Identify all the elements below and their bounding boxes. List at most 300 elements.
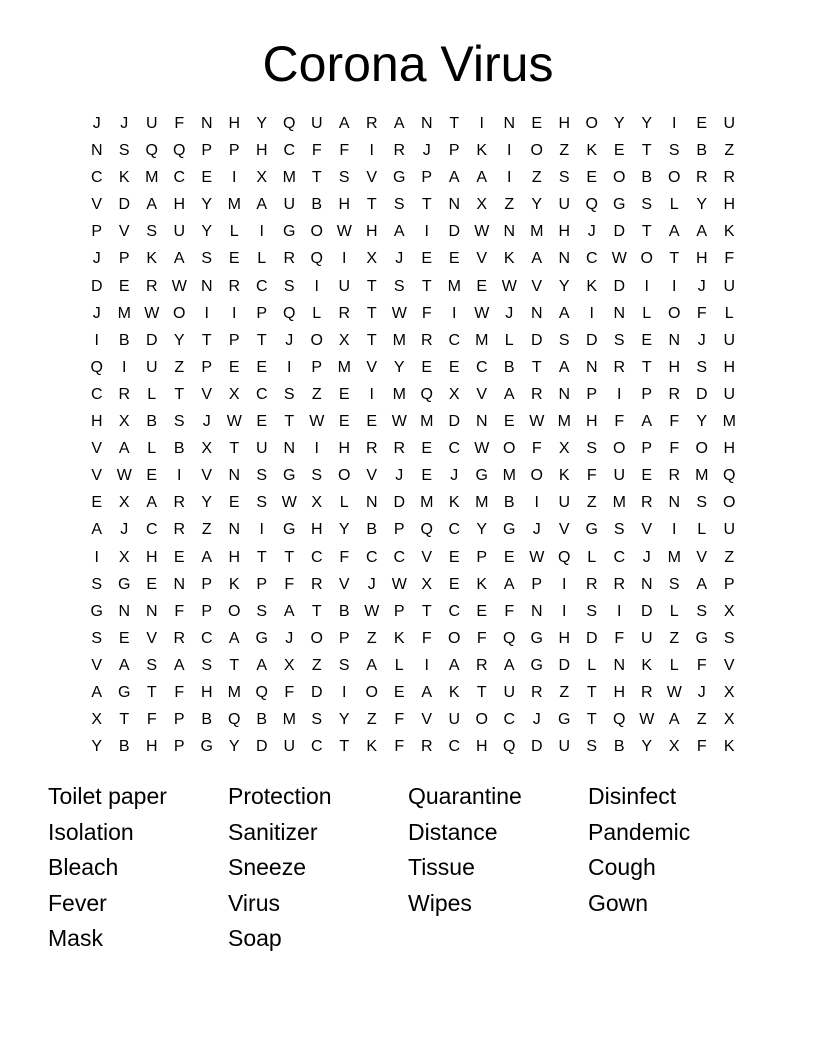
grid-letter: D [448,413,461,431]
grid-letter: F [669,413,680,431]
grid-letter: E [146,575,158,593]
grid-letter: H [255,142,268,160]
grid-letter: L [147,440,157,458]
grid-letter: C [283,142,296,160]
grid-letter: E [91,494,103,512]
grid-letter: U [448,711,461,729]
grid-letter: N [420,115,433,132]
grid-letter: E [641,467,653,485]
grid-letter: Y [531,196,543,214]
grid-letter: J [532,711,541,729]
grid-letter: W [611,250,627,268]
grid-letter: A [228,629,240,647]
grid-letter: U [503,683,516,701]
grid-letter: C [448,738,461,756]
grid-letter: U [613,467,626,485]
grid-letter: V [91,467,103,485]
grid-letter: N [558,385,571,403]
grid-letter: E [421,467,433,485]
grid-row [83,248,743,275]
grid-letter: N [503,115,516,132]
grid-letter: Q [310,250,323,268]
grid-letter: G [695,629,708,647]
grid-letter: R [640,683,653,701]
grid-letter: A [668,711,680,729]
grid-letter: K [448,494,460,512]
grid-letter: P [201,602,213,620]
grid-letter: R [173,494,186,512]
grid-letter: B [503,494,515,512]
grid-row [83,303,743,330]
grid-letter: S [613,521,625,539]
grid-letter: Y [613,115,625,132]
grid-row [83,167,743,194]
grid-letter: W [501,277,517,295]
grid-letter: I [424,656,429,674]
grid-letter: Y [228,738,240,756]
grid-letter: T [476,683,487,701]
grid-letter: Z [201,521,212,539]
word-list-item: Disinfect [588,783,677,809]
word-list-row [48,780,788,816]
word-list-item: Pandemic [588,818,691,845]
grid-letter: Z [696,711,707,729]
grid-letter: X [118,413,130,431]
grid-letter: O [475,711,488,729]
grid-letter: H [668,358,681,376]
grid-letter: Y [91,738,103,756]
grid-letter: K [503,250,515,268]
grid-letter: P [256,304,268,322]
grid-letter: F [696,738,707,756]
grid-letter: B [696,142,708,160]
grid-letter: L [504,331,514,349]
grid-letter: A [256,656,268,674]
grid-letter: B [366,521,378,539]
grid-letter: T [531,358,542,376]
grid-letter: R [228,277,241,295]
grid-letter: V [421,548,433,566]
grid-row [83,438,743,465]
grid-letter: V [531,277,543,295]
grid-letter: E [531,115,543,132]
grid-letter: L [147,385,157,403]
grid-letter: P [201,358,213,376]
grid-letter: T [229,440,240,458]
grid-letter: Q [585,196,598,214]
grid-letter: E [586,169,598,187]
grid-letter: B [173,440,185,458]
grid-letter: C [200,629,213,647]
grid-letter: N [475,413,488,431]
grid-letter: R [723,169,736,187]
grid-letter: M [227,683,241,701]
grid-letter: Z [586,494,597,512]
grid-letter: H [695,250,708,268]
grid-letter: G [613,196,626,214]
grid-letter: N [613,656,626,674]
word-list-item: Toilet paper [48,783,167,809]
grid-letter: I [259,223,264,241]
grid-letter: L [669,656,679,674]
grid-letter: O [668,169,681,187]
grid-letter: B [256,711,268,729]
grid-letter: W [391,304,407,322]
grid-letter: H [338,440,351,458]
grid-letter: S [283,385,295,403]
grid-letter: P [201,575,213,593]
grid-letter: O [723,494,736,512]
grid-letter: O [530,467,543,485]
grid-letter: Y [393,358,405,376]
grid-letter: J [367,575,376,593]
grid-row [83,628,743,655]
grid-letter: N [530,602,543,620]
grid-letter: C [585,250,598,268]
grid-letter: F [421,304,432,322]
grid-letter: E [503,548,515,566]
grid-letter: R [640,494,653,512]
grid-letter: Q [145,142,158,160]
grid-letter: E [503,413,515,431]
grid-letter: U [145,358,158,376]
grid-letter: A [503,575,515,593]
grid-letter: S [558,169,570,187]
grid-letter: G [200,738,213,756]
grid-letter: T [201,331,212,349]
grid-letter: E [338,385,350,403]
grid-letter: T [174,385,185,403]
grid-letter: T [311,602,322,620]
word-list-row [48,851,788,887]
grid-letter: P [393,602,405,620]
grid-letter: G [90,602,103,620]
grid-row [83,492,743,519]
grid-letter: U [558,494,571,512]
grid-letter: Z [669,629,680,647]
grid-letter: J [395,250,404,268]
grid-row [83,330,743,357]
grid-letter: C [475,358,488,376]
grid-letter: U [640,629,653,647]
grid-letter: X [338,331,350,349]
grid-letter: V [723,656,735,674]
grid-letter: V [476,250,488,268]
grid-letter: B [613,738,625,756]
grid-letter: Y [201,223,213,241]
grid-letter: A [146,494,158,512]
grid-letter: K [723,223,735,241]
grid-letter: N [503,223,516,241]
grid-letter: O [613,169,626,187]
grid-letter: Z [366,711,377,729]
grid-letter: A [448,169,460,187]
grid-letter: M [420,413,434,431]
grid-letter: O [448,629,461,647]
grid-letter: V [476,385,488,403]
grid-letter: H [228,548,241,566]
word-list-row [48,887,788,923]
grid-letter: E [421,250,433,268]
grid-letter: Y [338,521,350,539]
grid-letter: T [366,331,377,349]
grid-row [83,384,743,411]
grid-letter: Q [503,629,516,647]
grid-letter: T [311,169,322,187]
grid-letter: C [173,169,186,187]
grid-letter: F [504,602,515,620]
grid-letter: L [697,521,707,539]
grid-letter: E [228,358,240,376]
grid-letter: J [697,277,706,295]
grid-letter: B [503,358,515,376]
grid-letter: X [366,250,378,268]
grid-letter: Z [531,169,542,187]
grid-letter: G [283,223,296,241]
grid-letter: E [228,494,240,512]
grid-letter: D [695,385,708,403]
grid-letter: G [283,521,296,539]
grid-letter: S [146,223,158,241]
grid-letter: R [365,440,378,458]
grid-letter: P [228,142,240,160]
grid-letter: H [585,413,598,431]
grid-row [83,601,743,628]
grid-letter: V [118,223,130,241]
grid-letter: O [173,304,186,322]
grid-letter: A [283,602,295,620]
grid-letter: G [558,711,571,729]
grid-letter: L [229,223,239,241]
grid-letter: E [118,277,130,295]
grid-letter: C [310,738,323,756]
grid-letter: Q [283,304,296,322]
grid-letter: S [338,169,350,187]
grid-letter: L [587,548,597,566]
grid-letter: I [672,277,677,295]
grid-letter: H [723,440,736,458]
grid-letter: H [558,629,571,647]
grid-letter: H [338,196,351,214]
grid-letter: R [420,738,433,756]
grid-letter: S [256,602,268,620]
grid-letter: K [146,250,158,268]
grid-letter: I [369,385,374,403]
grid-letter: N [365,494,378,512]
grid-letter: S [723,629,735,647]
grid-letter: C [310,548,323,566]
grid-row [83,113,743,140]
grid-row [83,276,743,303]
grid-letter: Q [283,115,296,132]
grid-letter: R [530,683,543,701]
grid-letter: E [448,575,460,593]
grid-letter: S [393,196,405,214]
grid-letter: Q [420,385,433,403]
grid-letter: M [392,385,406,403]
grid-letter: R [695,169,708,187]
grid-letter: S [311,711,323,729]
grid-letter: L [339,494,349,512]
grid-letter: T [366,277,377,295]
grid-letter: S [668,575,680,593]
grid-letter: S [146,656,158,674]
grid-letter: A [531,250,543,268]
grid-letter: F [586,467,597,485]
word-list-item: Fever [48,889,107,916]
grid-letter: D [558,656,571,674]
grid-letter: C [448,440,461,458]
grid-letter: J [92,115,101,132]
grid-letter: U [283,196,296,214]
grid-letter: W [281,494,297,512]
grid-letter: I [424,223,429,241]
grid-letter: Y [641,738,653,756]
grid-letter: W [144,304,160,322]
grid-letter: A [421,683,433,701]
grid-letter: L [257,250,267,268]
grid-letter: G [530,629,543,647]
grid-letter: F [174,602,185,620]
grid-letter: P [173,738,185,756]
grid-letter: R [420,331,433,349]
grid-letter: M [475,494,489,512]
grid-letter: L [669,196,679,214]
grid-letter: J [120,521,129,539]
grid-letter: I [562,602,567,620]
grid-letter: F [724,250,735,268]
word-list-item: Sneeze [228,854,307,881]
grid-letter: D [310,683,323,701]
grid-letter: T [586,711,597,729]
grid-letter: M [612,494,626,512]
grid-letter: E [338,413,350,431]
grid-letter: A [338,115,350,132]
grid-letter: U [173,223,186,241]
grid-letter: V [421,711,433,729]
grid-letter: G [393,169,406,187]
grid-letter: Z [504,196,515,214]
grid-letter: A [393,115,405,132]
grid-letter: B [641,169,653,187]
grid-letter: D [90,277,103,295]
grid-letter: Z [174,358,185,376]
grid-letter: I [479,115,484,132]
grid-letter: X [201,440,213,458]
grid-letter: Y [173,331,185,349]
grid-letter: X [558,440,570,458]
grid-letter: D [613,223,626,241]
grid-letter: D [118,196,131,214]
grid-letter: J [697,683,706,701]
grid-letter: S [696,602,708,620]
grid-letter: P [118,250,130,268]
grid-letter: J [202,413,211,431]
grid-letter: S [283,277,295,295]
grid-letter: R [173,629,186,647]
word-list-item: Tissue [408,854,475,881]
grid-letter: T [421,602,432,620]
grid-letter: R [585,575,598,593]
grid-letter: H [558,223,571,241]
grid-letter: Y [256,115,268,132]
grid-letter: I [617,385,622,403]
grid-letter: A [696,575,708,593]
word-list-item: Quarantine [408,783,522,809]
grid-letter: V [641,521,653,539]
grid-letter: S [668,142,680,160]
grid-letter: Q [613,711,626,729]
word-list-item: Sanitizer [228,818,318,845]
grid-letter: W [639,711,655,729]
grid-letter: B [118,331,130,349]
grid-letter: A [91,521,103,539]
grid-letter: H [90,413,103,431]
grid-letter: T [641,223,652,241]
grid-letter: E [421,440,433,458]
word-list-item: Distance [408,818,498,845]
grid-letter: A [173,250,185,268]
grid-letter: K [586,277,598,295]
grid-letter: I [369,142,374,160]
grid-letter: R [613,575,626,593]
grid-letter: D [530,331,543,349]
word-list-item: Virus [228,889,280,916]
word-list-row [48,816,788,852]
grid-letter: A [118,656,130,674]
grid-letter: E [476,602,488,620]
grid-letter: D [255,738,268,756]
grid-letter: F [146,711,157,729]
grid-letter: A [173,656,185,674]
grid-letter: J [285,331,294,349]
grid-letter: I [342,683,347,701]
grid-letter: P [228,331,240,349]
grid-letter: N [228,521,241,539]
grid-letter: C [255,385,268,403]
grid-letter: K [641,656,653,674]
grid-letter: O [503,440,516,458]
word-list-item: Mask [48,925,103,952]
grid-letter: Q [503,738,516,756]
grid-letter: N [283,440,296,458]
grid-letter: W [391,575,407,593]
grid-letter: E [448,358,460,376]
grid-row [83,465,743,492]
grid-letter: N [668,494,681,512]
grid-letter: A [668,223,680,241]
grid-letter: Z [559,683,570,701]
grid-letter: X [91,711,103,729]
grid-letter: I [507,169,512,187]
grid-letter: Q [558,548,571,566]
grid-letter: T [229,656,240,674]
grid-letter: P [421,169,433,187]
grid-letter: I [232,304,237,322]
grid-letter: C [448,521,461,539]
grid-letter: F [174,115,185,132]
grid-letter: T [256,548,267,566]
grid-letter: C [365,548,378,566]
grid-letter: Y [641,115,653,132]
grid-letter: W [309,413,325,431]
grid-letter: L [642,304,652,322]
grid-letter: T [339,738,350,756]
grid-letter: C [145,521,158,539]
grid-letter: F [311,142,322,160]
grid-letter: M [420,494,434,512]
grid-letter: M [227,196,241,214]
